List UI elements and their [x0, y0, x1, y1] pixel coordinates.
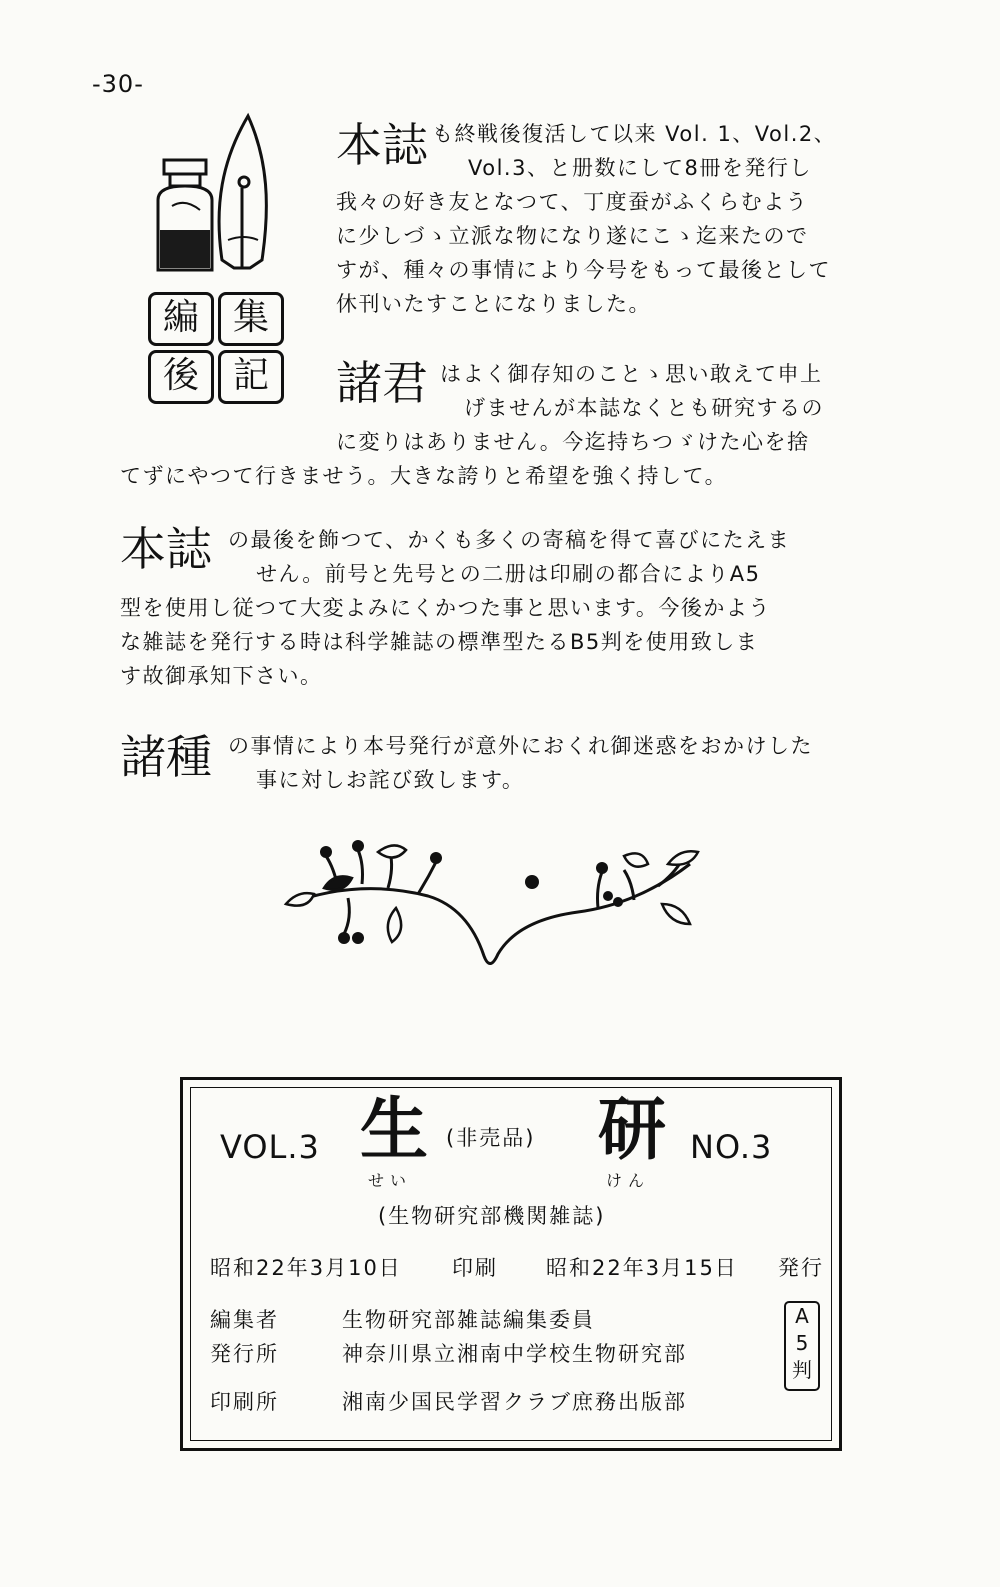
paragraph-first-line: も終戦後復活して以来 Vol. 1、Vol.2、 [432, 122, 837, 146]
printer-label: 印刷所 [210, 1390, 279, 1414]
paragraph-line: 休刊いたすことになりました。 [336, 292, 651, 316]
stamp-char: 編 [148, 292, 214, 346]
printer-value: 湘南少国民学習クラブ庶務出版部 [342, 1390, 687, 1414]
paragraph-lead: 諸種 [120, 730, 212, 784]
non-sale-label: (非売品) [446, 1126, 536, 1150]
paragraph-lead: 諸君 [336, 356, 428, 410]
paragraph-first-line: はよく御存知のことゝ思い敢えて申上 [440, 362, 823, 386]
issue-number: NO.3 [690, 1128, 773, 1166]
a5-size-badge [784, 1301, 820, 1391]
publisher-value: 神奈川県立湘南中学校生物研究部 [342, 1342, 687, 1366]
stamp-char: 後 [148, 350, 214, 404]
badge-char: A [795, 1304, 809, 1328]
paragraph-second-line: げませんが本誌なくとも研究するの [464, 396, 824, 420]
volume-label: VOL.3 [220, 1128, 320, 1166]
publish-label: 発行 [778, 1256, 824, 1280]
paragraph-second-line: せん。前号と先号との二册は印刷の都合によりA5 [256, 562, 761, 586]
print-label: 印刷 [452, 1256, 498, 1280]
paragraph-line: てずにやつて行きませう。大きな誇りと希望を強く持して。 [120, 464, 728, 488]
paragraph-line: に少しづゝ立派な物になり遂にこゝ迄来たので [336, 224, 809, 248]
paragraph-line: すが、種々の事情により今号をもって最後として [336, 258, 831, 282]
stamp-char: 集 [218, 292, 284, 346]
badge-char: 5 [795, 1331, 809, 1355]
paragraph-second-line: 事に対しお詫び致します。 [256, 768, 525, 792]
paragraph-first-line: の事情により本号発行が意外におくれ御迷惑をおかけした [228, 734, 813, 758]
flowering-branch-illustration [278, 838, 708, 978]
magazine-title-char: 生 [360, 1090, 429, 1170]
paragraph-lead: 本誌 [120, 522, 212, 576]
magazine-title-char: 研 [598, 1090, 667, 1170]
badge-char: 判 [792, 1358, 812, 1382]
paragraph-line: 型を使用し従つて大変よみにくかつた事と思います。今後かよう [120, 596, 771, 620]
editor-value: 生物研究部雑誌編集委員 [342, 1308, 595, 1332]
editor-label: 編集者 [210, 1308, 279, 1332]
publisher-label: 発行所 [210, 1342, 279, 1366]
paragraph-first-line: の最後を飾つて、かくも多くの寄稿を得て喜びにたえま [228, 528, 791, 552]
pen-nib-icon [219, 116, 266, 268]
paragraph-second-line: Vol.3、と册数にして8冊を発行し [468, 156, 812, 180]
ink-bottle-icon [158, 160, 212, 270]
publish-date: 昭和22年3月15日 [546, 1256, 738, 1280]
paragraph-line: な雑誌を発行する時は科学雑誌の標準型たるB5判を使用致しま [120, 630, 759, 654]
paragraph-line: に変りはありません。今迄持ちつゞけた心を捨 [336, 430, 810, 454]
paragraph-lead: 本誌 [336, 118, 428, 172]
title-ruby: せい [368, 1171, 413, 1190]
page-number: -30- [92, 70, 144, 98]
stamp-char: 記 [218, 350, 284, 404]
colophon-subtitle: (生物研究部機関雑誌) [378, 1204, 606, 1228]
print-date: 昭和22年3月10日 [210, 1256, 402, 1280]
paragraph-line: す故御承知下さい。 [120, 664, 323, 688]
title-ruby: けん [606, 1171, 651, 1190]
editors-postscript-stamp [148, 292, 286, 404]
paragraph-line: 我々の好き友となつて、丁度蚕がふくらむよう [336, 190, 809, 214]
